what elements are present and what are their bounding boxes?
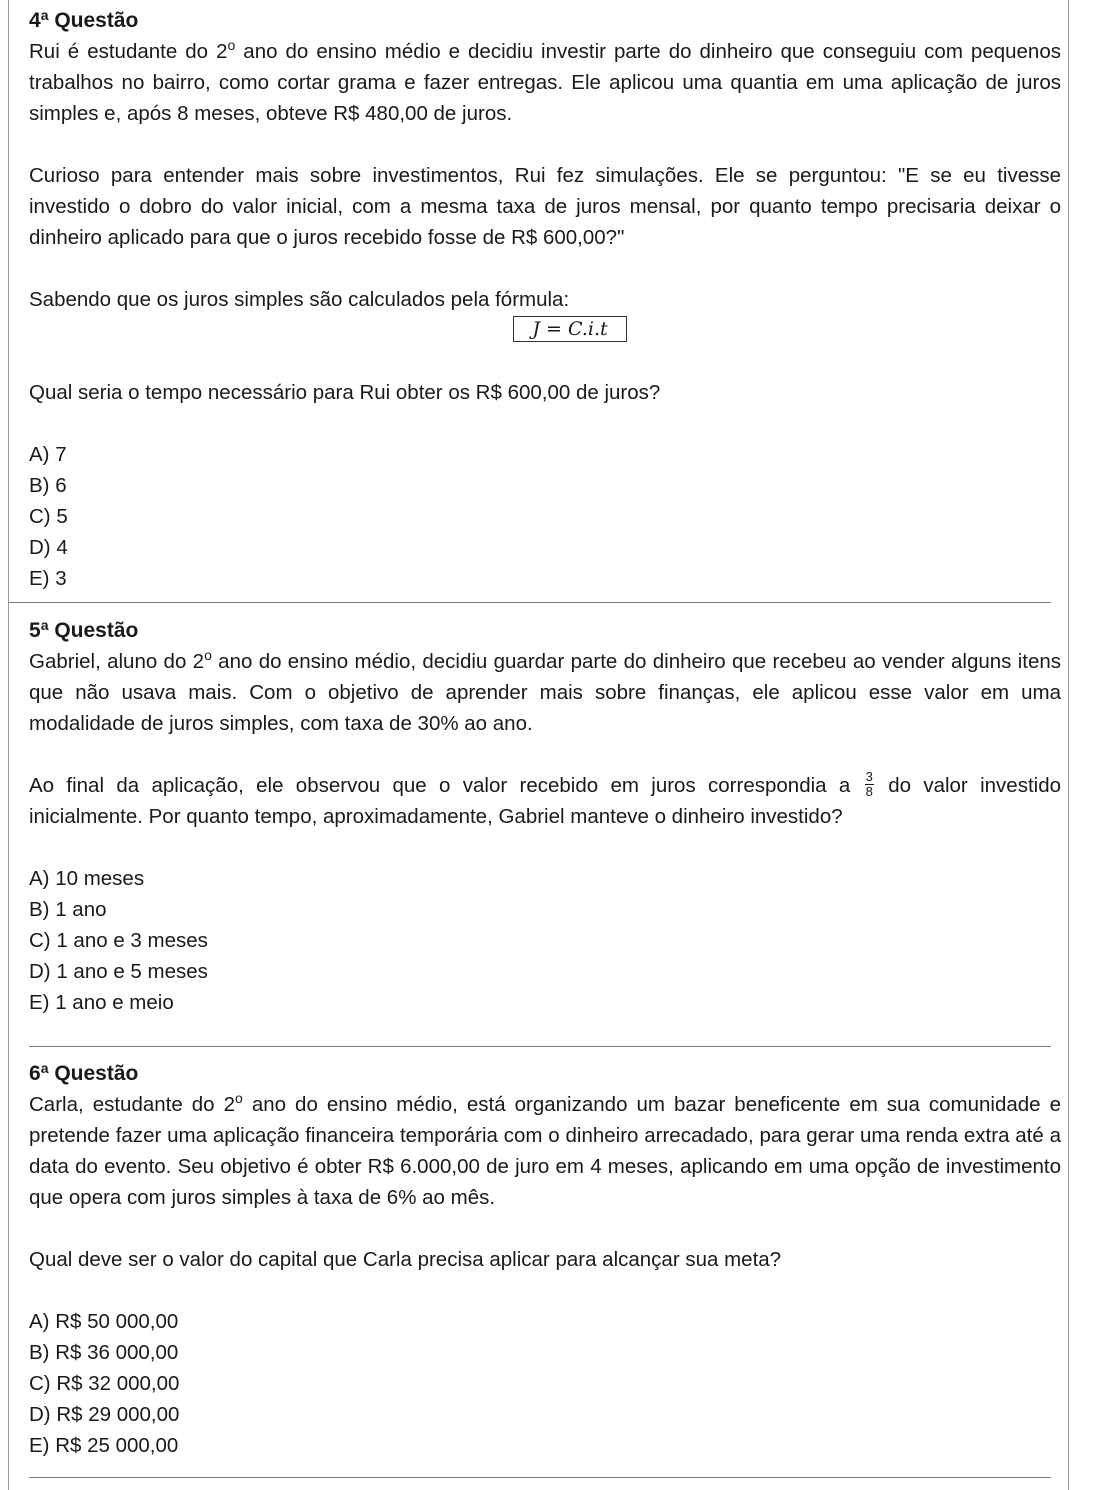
question-6-number: 6 [29, 1062, 41, 1085]
fraction-numerator: 3 [865, 769, 873, 785]
page-left-border [8, 0, 9, 1490]
question-4-number: 4 [29, 9, 41, 32]
divider-2 [29, 1046, 1051, 1047]
question-6-ordinal: a [40, 1060, 49, 1076]
question-4-ordinal: a [40, 7, 49, 23]
divider-3 [29, 1477, 1051, 1478]
question-5-ordinal: a [40, 617, 49, 633]
question-6 [29, 1053, 1061, 1461]
question-5-p2-end: do valor investido inicialmente. Por quanto tempo, aproximadamente, Gabriel manteve o dinheiro investido? [29, 774, 1061, 829]
question-6-options [29, 1306, 1061, 1461]
question-6-option-c: C) R$ 32 000,00 [29, 1372, 180, 1395]
question-6-paragraph-1 [29, 1083, 1061, 1213]
divider-1 [9, 602, 1051, 603]
question-6-option-d: D) R$ 29 000,00 [29, 1403, 180, 1426]
question-6-option-a: A) R$ 50 000,00 [29, 1310, 179, 1333]
question-4-paragraph-3: Sabendo que os juros simples são calculados pela fórmula: [29, 288, 570, 311]
question-4-options [29, 439, 1061, 594]
question-6-grade-ordinal: o [235, 1090, 243, 1106]
question-5 [29, 610, 1061, 1018]
question-6-title [29, 1053, 1061, 1083]
formula-box: J = C.i.t [513, 316, 626, 342]
question-5-p2-start: Ao final da aplicação, ele observou que o valor recebido em juros correspondia a [29, 774, 863, 797]
question-5-paragraph-2 [29, 770, 1061, 832]
question-5-number: 5 [29, 619, 41, 642]
question-4-p1-end: ano do ensino médio e decidiu investir parte do dinheiro que conseguiu com pequenos trabalhos no bairro, como cortar grama e fazer entregas. Ele aplicou uma quantia em uma aplicação de juros simples e, após 8 meses, obteve R$ 480,00 de juros. [29, 40, 1061, 125]
question-4-paragraph-2: Curioso para entender mais sobre investimentos, Rui fez simulações. Ele se perguntou: "E se eu tivesse investido o dobro do valor inicial, com a mesma taxa de juros mensal, por quanto tempo precisaria deixar o dinheiro aplicado para que o juros recebido fosse de R$ 600,00?" [29, 164, 1061, 249]
fraction-three-eighths [865, 770, 874, 799]
page-right-border [1068, 0, 1069, 1490]
formula-row [29, 315, 1061, 346]
question-6-p1-end: ano do ensino médio, está organizando um bazar beneficente em sua comunidade e pretende fazer uma aplicação financeira temporária com o dinheiro arrecadado, para gerar uma renda extra até a data do evento. Seu objetivo é obter R$ 6.000,00 de juro em 4 meses, aplicando em uma opção de investimento que opera com juros simples à taxa de 6% ao mês. [29, 1093, 1061, 1209]
fraction-denominator: 8 [865, 784, 873, 800]
question-5-title [29, 610, 1061, 640]
question-4-option-e: E) 3 [29, 567, 67, 590]
question-5-p1-end: ano do ensino médio, decidiu guardar parte do dinheiro que recebeu ao vender alguns itens que não usava mais. Com o objetivo de aprender mais sobre finanças, ele aplicou esse valor em uma modalidade de juros simples, com taxa de 30% ao ano. [29, 650, 1062, 735]
question-5-options [29, 863, 1061, 1018]
question-4-grade-ordinal: o [227, 37, 236, 53]
question-4-p1-start: Rui é estudante do [29, 40, 217, 63]
question-6-label: Questão [54, 1062, 139, 1085]
question-5-p1-start: Gabriel, aluno do [29, 650, 193, 673]
question-6-option-b: B) R$ 36 000,00 [29, 1341, 179, 1364]
question-5-option-c: C) 1 ano e 3 meses [29, 929, 208, 953]
question-4-grade-number: 2 [216, 40, 228, 63]
question-5-grade-ordinal: o [204, 647, 212, 663]
question-4-option-b: B) 6 [29, 474, 67, 497]
question-4-title [29, 0, 1061, 30]
question-6-option-e: E) R$ 25 000,00 [29, 1434, 179, 1457]
question-4-option-d: D) 4 [29, 536, 68, 559]
question-4-prompt: Qual seria o tempo necessário para Rui obter os R$ 600,00 de juros? [29, 381, 661, 404]
question-4-option-c: C) 5 [29, 505, 68, 528]
question-5-label: Questão [54, 619, 139, 642]
question-5-option-a: A) 10 meses [29, 867, 145, 891]
question-5-grade-number: 2 [192, 650, 205, 673]
question-4 [29, 0, 1061, 594]
question-5-option-b: B) 1 ano [29, 898, 107, 922]
question-4-label: Questão [54, 9, 139, 32]
question-6-p1-start: Carla, estudante do [29, 1093, 224, 1116]
question-4-paragraph-1 [29, 30, 1061, 129]
question-5-paragraph-1 [29, 640, 1061, 739]
question-5-option-e: E) 1 ano e meio [29, 991, 174, 1015]
question-6-grade-number: 2 [223, 1093, 236, 1116]
question-4-option-a: A) 7 [29, 443, 67, 466]
question-5-option-d: D) 1 ano e 5 meses [29, 960, 208, 984]
question-6-prompt: Qual deve ser o valor do capital que Carla precisa aplicar para alcançar sua meta? [29, 1248, 782, 1271]
